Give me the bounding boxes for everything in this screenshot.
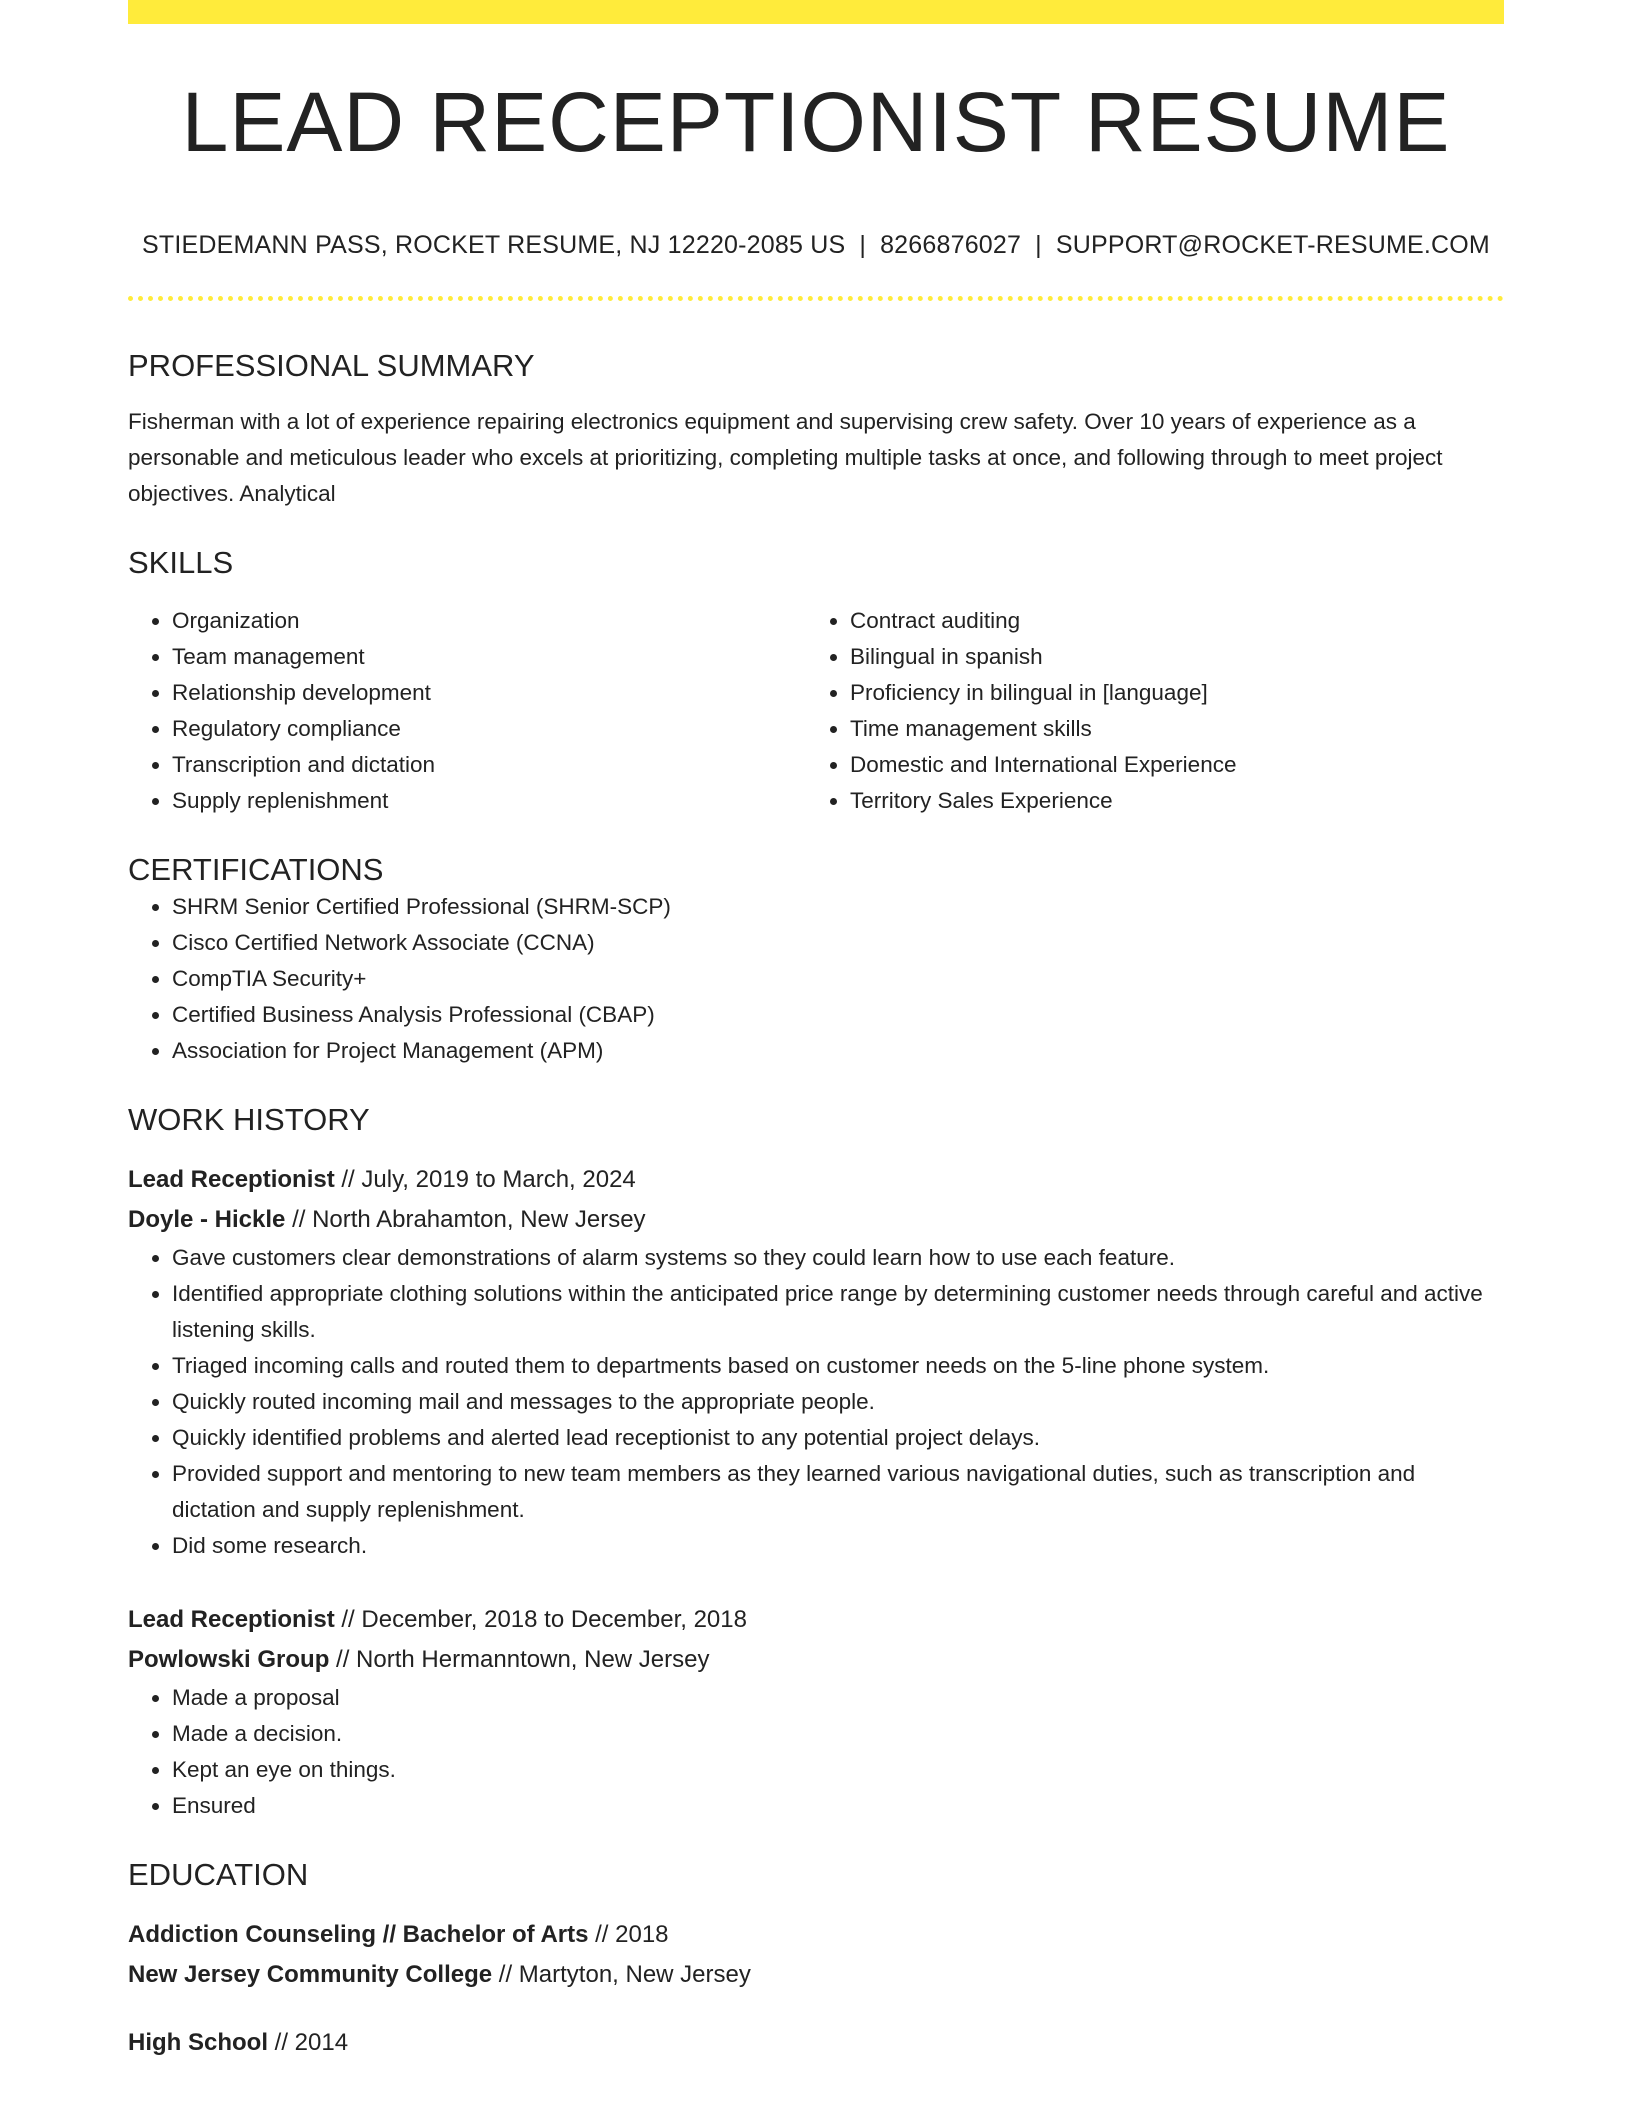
education-school: New Jersey Community College [128, 1960, 493, 1988]
contact-address: STIEDEMANN PASS, ROCKET RESUME, NJ 12220-2085 US [142, 231, 846, 259]
contact-phone: 8266876027 [880, 231, 1022, 259]
education-field-degree: High School [128, 2028, 268, 2056]
job-company-line [128, 1200, 1504, 1240]
certification-item: • Cisco Certified Network Associate (CCNA) [172, 925, 1504, 961]
education-heading: EDUCATION [128, 1856, 309, 1892]
skills-right-list [806, 603, 1484, 819]
skill-item: • Relationship development [172, 675, 806, 711]
skills-columns [128, 603, 1504, 819]
summary-text: Fisherman with a lot of experience repairing electronics equipment and supervising crew safety. Over 10 years of experience as a personable and meticulous leader who excels at prioritizing, completing multiple tasks at once, and following through to meet project objectives. Analytical [128, 409, 1443, 507]
skill-item: • Transcription and dictation [172, 747, 806, 783]
certifications-heading: CERTIFICATIONS [128, 852, 384, 888]
education-year: 2018 [615, 1920, 669, 1948]
education-separator: // [268, 2028, 295, 2056]
job-duty: • Provided support and mentoring to new team members as they learned various navigational duties, such as transcription and dictation and supply replenishment. [172, 1456, 1504, 1528]
education-school-line [128, 1955, 1504, 1995]
job-duty: • Kept an eye on things. [172, 1752, 1504, 1788]
job-title: Lead Receptionist [128, 1605, 335, 1633]
education-entry [128, 1915, 1504, 1995]
job-location: North Abrahamton, New Jersey [312, 1205, 646, 1233]
skill-item: • Bilingual in spanish [850, 639, 1484, 675]
job-company-line [128, 1640, 1504, 1680]
certification-item: • CompTIA Security+ [172, 961, 1504, 997]
summary-heading: PROFESSIONAL SUMMARY [128, 348, 535, 383]
job-location: North Hermanntown, New Jersey [356, 1645, 710, 1673]
job-duty: • Ensured [172, 1788, 1504, 1824]
job-duty: • Quickly routed incoming mail and messages to the appropriate people. [172, 1384, 1504, 1420]
skill-item: • Contract auditing [850, 603, 1484, 639]
certifications-list [128, 889, 1504, 1069]
education-field-degree: Addiction Counseling // Bachelor of Arts [128, 1920, 589, 1948]
job-company: Doyle - Hickle [128, 1205, 286, 1233]
job-dates: December, 2018 to December, 2018 [361, 1605, 747, 1633]
job-duties-list [128, 1680, 1504, 1824]
skills-left-list [128, 603, 806, 819]
certification-item: • Association for Project Management (APM) [172, 1033, 1504, 1069]
job-duty: • Did some research. [172, 1528, 1504, 1564]
skill-item: • Territory Sales Experience [850, 783, 1484, 819]
contact-separator: | [859, 231, 867, 259]
skills-heading: SKILLS [128, 545, 234, 581]
job-separator: // [334, 1165, 362, 1193]
resume-title: LEAD RECEPTIONIST RESUME [181, 75, 1451, 169]
job-separator: // [334, 1605, 362, 1633]
contact-line [128, 230, 1504, 260]
job-title-line [128, 1160, 1504, 1200]
skills-right-column [806, 603, 1484, 819]
education-entry [128, 2023, 1504, 2063]
job-company: Powlowski Group [128, 1645, 330, 1673]
job-entry [128, 1160, 1504, 1564]
education-separator: // [588, 1920, 616, 1948]
work-history-heading: WORK HISTORY [128, 1101, 370, 1137]
skill-item: • Domestic and International Experience [850, 747, 1484, 783]
job-title-line [128, 1600, 1504, 1640]
certification-item: • SHRM Senior Certified Professional (SHRM-SCP) [172, 889, 1504, 925]
job-separator: // [329, 1645, 357, 1673]
contact-email[interactable]: SUPPORT@ROCKET-RESUME.COM [1055, 231, 1490, 259]
job-duty: • Gave customers clear demonstrations of alarm systems so they could learn how to use each feature. [172, 1240, 1504, 1276]
job-duty: • Made a proposal [172, 1680, 1504, 1716]
dotted-divider [128, 296, 1504, 301]
job-dates: July, 2019 to March, 2024 [361, 1165, 636, 1193]
job-duty: • Made a decision. [172, 1716, 1504, 1752]
certification-item: • Certified Business Analysis Professional (CBAP) [172, 997, 1504, 1033]
education-degree-line [128, 1915, 1504, 1955]
job-duty: • Triaged incoming calls and routed them to departments based on customer needs on the 5-line phone system. [172, 1348, 1504, 1384]
job-duties-list [128, 1240, 1504, 1564]
education-separator: // [492, 1960, 519, 1988]
top-accent-bar [128, 0, 1504, 24]
skill-item: • Proficiency in bilingual in [language] [850, 675, 1484, 711]
skill-item: • Time management skills [850, 711, 1484, 747]
contact-separator: | [1035, 231, 1042, 259]
skill-item: • Regulatory compliance [172, 711, 806, 747]
job-duty: • Quickly identified problems and alerted lead receptionist to any potential project delays. [172, 1420, 1504, 1456]
job-duty: • Identified appropriate clothing solutions within the anticipated price range by determining customer needs through careful and active listening skills. [172, 1276, 1504, 1348]
skill-item: • Organization [172, 603, 806, 639]
job-title: Lead Receptionist [128, 1165, 335, 1193]
skills-left-column [128, 603, 806, 819]
job-separator: // [285, 1205, 313, 1233]
education-degree-line [128, 2023, 1504, 2063]
job-entry [128, 1600, 1504, 1824]
education-location: Martyton, New Jersey [518, 1960, 751, 1988]
education-year: 2014 [294, 2028, 349, 2056]
skill-item: • Supply replenishment [172, 783, 806, 819]
resume-content [128, 0, 1504, 2063]
skill-item: • Team management [172, 639, 806, 675]
